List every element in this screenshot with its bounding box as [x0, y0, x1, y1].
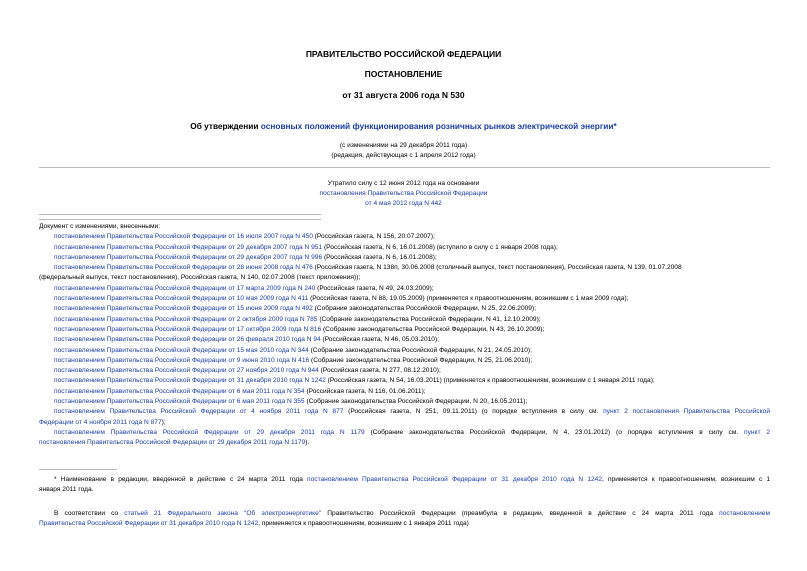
amendment-item-continued [39, 438, 770, 448]
amendment-item [39, 284, 770, 294]
amendment-link[interactable]: постановлением Правительства Российской Федерации от 27 ноября 2010 года N 944 [54, 367, 319, 375]
amendment-link[interactable]: постановлением Правительства Российской Федерации от 15 мая 2010 года N 344 [54, 346, 309, 354]
preamble-line [39, 509, 770, 519]
footnote-line [39, 475, 770, 485]
amendment-item [39, 407, 770, 417]
amendment-link[interactable]: постановлением Правительства Российской Федерации от 16 июля 2007 года N 450 [54, 233, 313, 241]
preamble [39, 509, 770, 530]
doc-type-heading: ПОСТАНОВЛЕНИЕ [364, 69, 443, 79]
document-title [0, 121, 807, 131]
preamble-line [39, 519, 770, 529]
status-line-1: (с изменениями на 29 декабря 2011 года) [339, 142, 468, 149]
amendment-link[interactable]: постановлением Правительства Российской Федерации от 15 июня 2009 года N 492 [54, 305, 313, 313]
title-footnote-star[interactable]: * [613, 121, 617, 131]
expired-link-1[interactable]: постановления Правительства Российской Федерации [319, 190, 488, 197]
amendments-heading: Документ с изменениями, внесенными: [39, 223, 161, 230]
amendment-link[interactable]: постановлением Правительства Российской Федерации от 29 декабря 2007 года N 951 [54, 243, 323, 251]
date-number-heading: от 31 августа 2006 года N 530 [342, 90, 465, 100]
amendment-item [39, 304, 770, 314]
amendment-source: ). [305, 439, 310, 447]
amendment-link[interactable]: постановлением Правительства Российской Федерации от 26 февраля 2010 года N 94 [54, 336, 321, 344]
expired-link-2[interactable]: от 4 мая 2012 года N 442 [365, 200, 442, 207]
amendment-item [39, 335, 770, 345]
amendment-item [39, 346, 770, 356]
status-line-2: (редакция, действующая с 1 апреля 2012 года) [331, 152, 476, 159]
preamble-text: В соответствии со [54, 510, 125, 517]
amendment-source: (Собрание законодательства Российской Федерации, N 20, 16.05.2011); [304, 398, 528, 406]
footnote-text: , применяется к правоотношениям, возникшим с 1 [602, 476, 770, 483]
divider-short-2 [39, 219, 321, 220]
amendment-source: (Российская газета, N 116, 01.06.2011); [304, 387, 426, 395]
amendment-item-continued [39, 418, 770, 428]
preamble-text: , применяется к правоотношениям, возникшим с 1 января 2011 года) [258, 520, 469, 528]
amendment-item [39, 376, 770, 386]
divider-top [39, 167, 770, 168]
amendment-item [39, 397, 770, 407]
preamble-text: Правительство Российской Федерации (преамбула в редакции, введенной в действие с 24 марта 2011 года [321, 510, 720, 517]
amendment-link[interactable]: постановлением Правительства Российской Федерации от 29 декабря 2011 года N 1179 [54, 428, 365, 436]
amendment-source: (Российская газета, N 156, 20.07.2007); [312, 233, 435, 241]
footnote-divider [39, 469, 117, 470]
amendment-source: (Российская газета, N 6, 16.01.2008); [322, 253, 437, 261]
footnote-text: * Наименование в редакции, введенной в действие с 24 марта 2011 года [54, 476, 308, 483]
amendment-source: (Собрание законодательства Российской Федерации, N 25, 22.06.2009); [312, 305, 536, 313]
amendment-link[interactable]: постановлением Правительства Российской Федерации от 6 мая 2011 года N 355 [54, 398, 305, 406]
title-link[interactable]: основных положений функционирования розничных рынков электрической энергии [260, 121, 614, 131]
amendment-item [39, 325, 770, 335]
amendment-item [39, 315, 770, 325]
amendment-item [39, 294, 770, 304]
amendment-source: (Российская газета, N 277, 08.12.2010); [318, 367, 441, 375]
amendment-source: (Российская газета, N 49, 24.03.2009); [315, 284, 434, 292]
amendment-source: ); [161, 418, 166, 426]
amendment-source: (Собрание законодательства Российской Федерации, N 21, 24.05.2010); [308, 346, 532, 354]
footnote-line: января 2011 года. [39, 486, 94, 494]
amendment-source: (Российская газета, N 46, 05.03.2010); [320, 336, 439, 344]
org-heading: ПРАВИТЕЛЬСТВО РОССИЙСКОЙ ФЕДЕРАЦИИ [305, 49, 502, 59]
amendment-link[interactable]: постановлением Правительства Российской Федерации от 9 июня 2010 года N 416 [54, 356, 310, 364]
divider-short-1 [39, 214, 321, 215]
preamble-link[interactable]: Правительства Российской Федерации от 31 декабря 2010 года N 1242 [39, 520, 259, 528]
amendment-source: (Собрание законодательства Российской Федерации, N 4, 23.01.2012) (о порядке вступления в силу см. [364, 428, 745, 436]
title-prefix: Об утверждении [190, 121, 261, 131]
amendment-link[interactable]: постановлением Правительства Российской Федерации от 29 декабря 2007 года N 996 [54, 253, 323, 261]
amendment-item [39, 232, 770, 242]
footnote [39, 475, 770, 496]
preamble-link[interactable]: постановлением [719, 510, 770, 517]
amendment-clause-link[interactable]: пункт 2 [744, 428, 770, 436]
amendment-link[interactable]: постановлением Правительства Российской Федерации от 10 мая 2009 года N 411 [54, 295, 309, 303]
amendment-link[interactable]: постановлением Правительства Российской Федерации от 2 октября 2009 года N 785 [54, 315, 318, 323]
amendments-list [39, 222, 770, 449]
amendment-source: (Российская газета, N 251, 09.11.2011) (о порядке вступления в силу см. [343, 408, 604, 416]
amendment-link[interactable]: постановлением Правительства Российской Федерации от 17 марта 2009 года N 240 [54, 284, 316, 292]
expired-line-1: Утратило силу с 12 июня 2012 года на основании [327, 180, 480, 187]
amendment-source: (Собрание законодательства Российской Федерации, N 41, 12.10.2009); [317, 315, 541, 323]
amendment-link[interactable]: постановлением Правительства Российской Федерации от 17 октября 2009 года N 816 [54, 325, 322, 333]
amendment-source: (Российская газета, N 88, 19.05.2009) (применяется к правоотношениям, возникшим с 1 мая 2009 года); [308, 295, 629, 303]
amendment-source: (Российская газета, N 138п, 30.06.2008 (столичный выпуск, текст постановления), Российская газета, N 139, 01.07.2008 [312, 264, 682, 272]
law-article-link[interactable]: статьей 21 Федерального закона "Об электроэнергетике" [124, 510, 322, 517]
amendment-source: (Собрание законодательства Российской Федерации, N 25, 21.06.2010); [309, 356, 533, 364]
footnote-link[interactable]: постановлением Правительства Российской Федерации от 31 декабря 2010 года N 1242 [307, 476, 602, 483]
amendment-item [39, 253, 770, 263]
amendment-link[interactable]: постановлением Правительства Российской Федерации от 28 июня 2008 года N 476 [54, 264, 313, 272]
amendment-clause-link[interactable]: постановления Правительства Российской Федерации от 29 декабря 2011 года N 1179 [39, 439, 306, 447]
amendment-item [39, 366, 770, 376]
amendment-item [39, 243, 770, 253]
amendment-clause-link[interactable]: пункт 2 постановления Правительства Российской [603, 408, 770, 416]
amendment-link[interactable]: постановлением Правительства Российской Федерации от 4 ноября 2011 года N 877 [54, 408, 344, 416]
amendment-item [39, 428, 770, 438]
amendment-clause-link[interactable]: Федерации от 4 ноября 2011 года N 877 [39, 418, 162, 426]
amendment-item-continued: (федеральный выпуск, текст постановления), Российская газета, N 140, 02.07.2008 (текст приложения)); [39, 274, 361, 282]
amendment-item [39, 263, 770, 273]
amendment-source: (Российская газета, N 6, 16.01.2008) (вступило в силу с 1 января 2008 года); [322, 243, 558, 251]
amendment-item [39, 387, 770, 397]
amendment-link[interactable]: постановлением Правительства Российской Федерации от 6 мая 2011 года N 354 [54, 387, 305, 395]
amendment-source: (Российская газета, N 54, 16.03.2011) (применяется к правоотношениям, возникшим с 1 января 2011 года); [325, 377, 655, 385]
amendment-link[interactable]: постановлением Правительства Российской Федерации от 31 декабря 2010 года N 1242 [54, 377, 326, 385]
amendment-item [39, 356, 770, 366]
amendment-source: (Собрание законодательства Российской Федерации, N 43, 26.10.2009); [321, 325, 545, 333]
